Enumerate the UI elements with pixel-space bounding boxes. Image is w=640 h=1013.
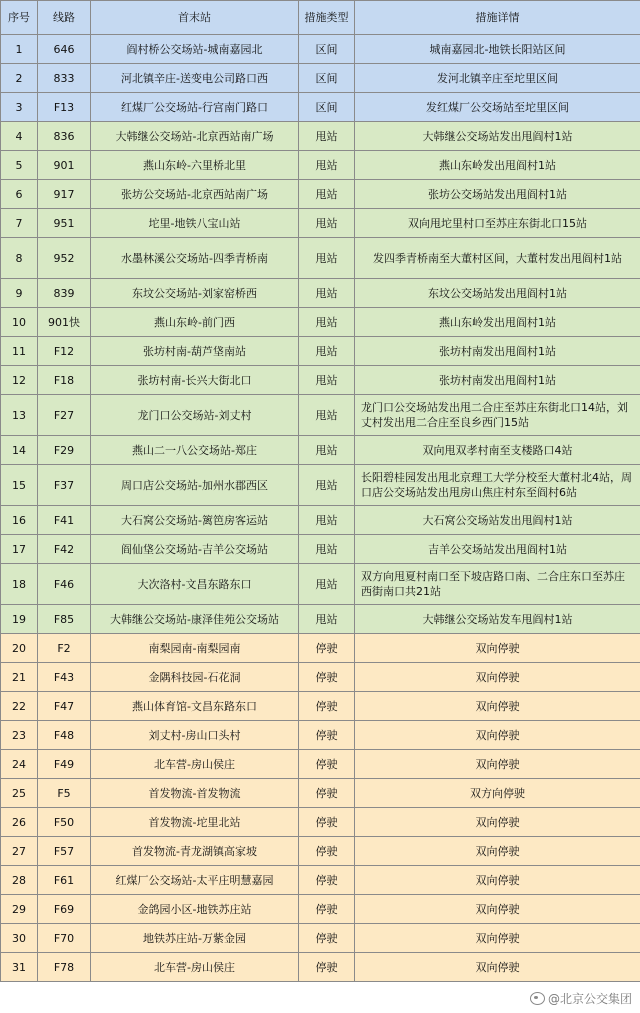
cell-line: F37 xyxy=(38,465,91,506)
cell-line: F2 xyxy=(38,634,91,663)
cell-no: 30 xyxy=(1,924,38,953)
table-row xyxy=(1,721,640,750)
cell-no: 16 xyxy=(1,506,38,535)
cell-detail: 双向停驶 xyxy=(355,721,640,750)
cell-no: 23 xyxy=(1,721,38,750)
cell-detail: 双方向停驶 xyxy=(355,779,640,808)
cell-type: 停驶 xyxy=(299,634,355,663)
header-type: 措施类型 xyxy=(299,1,355,35)
table-row xyxy=(1,209,640,238)
table-row xyxy=(1,779,640,808)
cell-detail: 双向停驶 xyxy=(355,808,640,837)
cell-stations: 燕山二一八公交场站-郑庄 xyxy=(91,436,299,465)
cell-no: 28 xyxy=(1,866,38,895)
cell-detail: 燕山东岭发出甩阎村1站 xyxy=(355,151,640,180)
cell-detail: 吉羊公交场站发出甩阎村1站 xyxy=(355,535,640,564)
cell-no: 6 xyxy=(1,180,38,209)
cell-detail: 双向停驶 xyxy=(355,895,640,924)
cell-detail: 双向停驶 xyxy=(355,663,640,692)
cell-type: 停驶 xyxy=(299,866,355,895)
cell-type: 甩站 xyxy=(299,337,355,366)
cell-line: 836 xyxy=(38,122,91,151)
cell-no: 8 xyxy=(1,238,38,279)
cell-type: 停驶 xyxy=(299,837,355,866)
cell-line: 833 xyxy=(38,64,91,93)
cell-line: 839 xyxy=(38,279,91,308)
cell-detail: 双向停驶 xyxy=(355,837,640,866)
cell-line: F85 xyxy=(38,605,91,634)
cell-line: F43 xyxy=(38,663,91,692)
cell-stations: 燕山体育馆-文昌东路东口 xyxy=(91,692,299,721)
cell-stations: 大次洛村-文昌东路东口 xyxy=(91,564,299,605)
cell-detail: 双向停驶 xyxy=(355,750,640,779)
cell-type: 停驶 xyxy=(299,779,355,808)
table-row xyxy=(1,535,640,564)
cell-type: 甩站 xyxy=(299,308,355,337)
cell-no: 25 xyxy=(1,779,38,808)
cell-detail: 双向停驶 xyxy=(355,866,640,895)
cell-type: 甩站 xyxy=(299,436,355,465)
cell-stations: 大石窝公交场站-篱笆房客运站 xyxy=(91,506,299,535)
cell-stations: 周口店公交场站-加州水郡西区 xyxy=(91,465,299,506)
cell-no: 22 xyxy=(1,692,38,721)
cell-type: 停驶 xyxy=(299,663,355,692)
cell-stations: 金鸽园小区-地铁苏庄站 xyxy=(91,895,299,924)
cell-stations: 燕山东岭-前门西 xyxy=(91,308,299,337)
cell-line: F47 xyxy=(38,692,91,721)
cell-no: 17 xyxy=(1,535,38,564)
weibo-icon xyxy=(530,992,545,1005)
cell-line: 952 xyxy=(38,238,91,279)
table-row xyxy=(1,866,640,895)
cell-type: 甩站 xyxy=(299,395,355,436)
cell-detail: 发河北镇辛庄至坨里区间 xyxy=(355,64,640,93)
cell-detail: 发四季青桥南至大董村区间，大董村发出甩阎村1站 xyxy=(355,238,640,279)
table-row xyxy=(1,605,640,634)
cell-line: F48 xyxy=(38,721,91,750)
cell-type: 甩站 xyxy=(299,535,355,564)
header-line: 线路 xyxy=(38,1,91,35)
cell-line: F70 xyxy=(38,924,91,953)
cell-line: F61 xyxy=(38,866,91,895)
cell-stations: 燕山东岭-六里桥北里 xyxy=(91,151,299,180)
header-row xyxy=(1,1,640,35)
table-row xyxy=(1,279,640,308)
table-row xyxy=(1,436,640,465)
table-row xyxy=(1,506,640,535)
header-detail: 措施详情 xyxy=(355,1,640,35)
cell-stations: 北车营-房山侯庄 xyxy=(91,953,299,982)
cell-type: 区间 xyxy=(299,93,355,122)
cell-stations: 首发物流-坨里北站 xyxy=(91,808,299,837)
table-row xyxy=(1,692,640,721)
cell-line: 917 xyxy=(38,180,91,209)
cell-stations: 北车营-房山侯庄 xyxy=(91,750,299,779)
cell-detail: 双向停驶 xyxy=(355,634,640,663)
table-row xyxy=(1,395,640,436)
cell-no: 2 xyxy=(1,64,38,93)
cell-stations: 大韩继公交场站-康泽佳苑公交场站 xyxy=(91,605,299,634)
table-row xyxy=(1,238,640,279)
cell-detail: 双向停驶 xyxy=(355,924,640,953)
cell-detail: 龙门口公交场站发出甩二合庄至苏庄东街北口14站，刘丈村发出甩二合庄至良乡西门15站 xyxy=(355,395,640,436)
cell-line: F29 xyxy=(38,436,91,465)
cell-no: 4 xyxy=(1,122,38,151)
cell-type: 甩站 xyxy=(299,564,355,605)
cell-stations: 阎村桥公交场站-城南嘉园北 xyxy=(91,35,299,64)
cell-no: 29 xyxy=(1,895,38,924)
cell-stations: 红煤厂公交场站-太平庄明慧嘉园 xyxy=(91,866,299,895)
table-row xyxy=(1,564,640,605)
cell-no: 31 xyxy=(1,953,38,982)
cell-type: 甩站 xyxy=(299,465,355,506)
cell-line: 646 xyxy=(38,35,91,64)
cell-no: 21 xyxy=(1,663,38,692)
watermark xyxy=(530,990,632,1007)
cell-detail: 城南嘉园北-地铁长阳站区间 xyxy=(355,35,640,64)
cell-stations: 金隅科技园-石花洞 xyxy=(91,663,299,692)
cell-stations: 张坊村南-葫芦垡南站 xyxy=(91,337,299,366)
cell-line: F50 xyxy=(38,808,91,837)
table-row xyxy=(1,634,640,663)
watermark-text: @北京公交集团 xyxy=(547,992,632,1006)
cell-line: F42 xyxy=(38,535,91,564)
cell-detail: 双向停驶 xyxy=(355,953,640,982)
cell-stations: 刘丈村-房山口头村 xyxy=(91,721,299,750)
table-row xyxy=(1,35,640,64)
cell-type: 甩站 xyxy=(299,151,355,180)
cell-no: 20 xyxy=(1,634,38,663)
cell-line: F78 xyxy=(38,953,91,982)
header-no: 序号 xyxy=(1,1,38,35)
cell-line: F41 xyxy=(38,506,91,535)
cell-no: 27 xyxy=(1,837,38,866)
cell-no: 1 xyxy=(1,35,38,64)
cell-detail: 张坊村南发出甩阎村1站 xyxy=(355,337,640,366)
cell-type: 甩站 xyxy=(299,279,355,308)
cell-no: 7 xyxy=(1,209,38,238)
cell-line: F46 xyxy=(38,564,91,605)
cell-type: 停驶 xyxy=(299,895,355,924)
table-row xyxy=(1,180,640,209)
cell-type: 甩站 xyxy=(299,238,355,279)
cell-type: 区间 xyxy=(299,64,355,93)
cell-detail: 张坊村南发出甩阎村1站 xyxy=(355,366,640,395)
cell-type: 区间 xyxy=(299,35,355,64)
cell-no: 5 xyxy=(1,151,38,180)
cell-no: 11 xyxy=(1,337,38,366)
table-row xyxy=(1,366,640,395)
cell-detail: 双向甩双孝村南至支楼路口4站 xyxy=(355,436,640,465)
table-row xyxy=(1,151,640,180)
cell-stations: 南梨园南-南梨园南 xyxy=(91,634,299,663)
cell-type: 停驶 xyxy=(299,750,355,779)
cell-stations: 坨里-地铁八宝山站 xyxy=(91,209,299,238)
cell-line: F69 xyxy=(38,895,91,924)
cell-detail: 燕山东岭发出甩阎村1站 xyxy=(355,308,640,337)
cell-stations: 张坊公交场站-北京西站南广场 xyxy=(91,180,299,209)
cell-no: 13 xyxy=(1,395,38,436)
cell-line: F27 xyxy=(38,395,91,436)
table-row xyxy=(1,750,640,779)
cell-type: 停驶 xyxy=(299,924,355,953)
cell-line: 951 xyxy=(38,209,91,238)
cell-no: 10 xyxy=(1,308,38,337)
cell-no: 3 xyxy=(1,93,38,122)
cell-detail: 长阳碧桂园发出甩北京理工大学分校至大董村北4站，周口店公交场站发出甩房山焦庄村东至阎村6站 xyxy=(355,465,640,506)
table-row xyxy=(1,837,640,866)
cell-type: 甩站 xyxy=(299,366,355,395)
table-row xyxy=(1,808,640,837)
cell-no: 26 xyxy=(1,808,38,837)
cell-no: 15 xyxy=(1,465,38,506)
cell-no: 24 xyxy=(1,750,38,779)
cell-stations: 首发物流-首发物流 xyxy=(91,779,299,808)
cell-stations: 大韩继公交场站-北京西站南广场 xyxy=(91,122,299,151)
cell-type: 甩站 xyxy=(299,209,355,238)
cell-detail: 大石窝公交场站发出甩阎村1站 xyxy=(355,506,640,535)
cell-detail: 大韩继公交场站发车甩阎村1站 xyxy=(355,605,640,634)
cell-stations: 河北镇辛庄-送变电公司路口西 xyxy=(91,64,299,93)
cell-line: F57 xyxy=(38,837,91,866)
table-row xyxy=(1,953,640,982)
cell-stations: 张坊村南-长兴大街北口 xyxy=(91,366,299,395)
cell-stations: 水墨林溪公交场站-四季青桥南 xyxy=(91,238,299,279)
table-body xyxy=(1,35,640,982)
cell-line: F13 xyxy=(38,93,91,122)
table-row xyxy=(1,465,640,506)
cell-line: 901快 xyxy=(38,308,91,337)
cell-detail: 发红煤厂公交场站至坨里区间 xyxy=(355,93,640,122)
cell-no: 12 xyxy=(1,366,38,395)
cell-stations: 首发物流-青龙湖镇高家坡 xyxy=(91,837,299,866)
table-row xyxy=(1,64,640,93)
cell-type: 甩站 xyxy=(299,506,355,535)
cell-no: 18 xyxy=(1,564,38,605)
table-row xyxy=(1,663,640,692)
table-row xyxy=(1,895,640,924)
table-row xyxy=(1,122,640,151)
table-row xyxy=(1,308,640,337)
cell-no: 14 xyxy=(1,436,38,465)
cell-stations: 红煤厂公交场站-行宫南门路口 xyxy=(91,93,299,122)
cell-detail: 张坊公交场站发出甩阎村1站 xyxy=(355,180,640,209)
cell-type: 甩站 xyxy=(299,180,355,209)
cell-detail: 双方向甩夏村南口至下坡店路口南、二合庄东口至苏庄西街南口共21站 xyxy=(355,564,640,605)
cell-stations: 地铁苏庄站-万紫金园 xyxy=(91,924,299,953)
cell-type: 停驶 xyxy=(299,721,355,750)
cell-detail: 东坟公交场站发出甩阎村1站 xyxy=(355,279,640,308)
cell-line: F49 xyxy=(38,750,91,779)
cell-line: F18 xyxy=(38,366,91,395)
cell-line: 901 xyxy=(38,151,91,180)
cell-type: 甩站 xyxy=(299,605,355,634)
cell-no: 9 xyxy=(1,279,38,308)
cell-stations: 阎仙垡公交场站-吉羊公交场站 xyxy=(91,535,299,564)
header-stations: 首末站 xyxy=(91,1,299,35)
cell-stations: 龙门口公交场站-刘丈村 xyxy=(91,395,299,436)
cell-detail: 双向停驶 xyxy=(355,692,640,721)
cell-type: 甩站 xyxy=(299,122,355,151)
cell-no: 19 xyxy=(1,605,38,634)
cell-detail: 双向甩坨里村口至苏庄东街北口15站 xyxy=(355,209,640,238)
cell-type: 停驶 xyxy=(299,953,355,982)
cell-stations: 东坟公交场站-刘家窑桥西 xyxy=(91,279,299,308)
table-row xyxy=(1,924,640,953)
cell-type: 停驶 xyxy=(299,808,355,837)
table-row xyxy=(1,93,640,122)
table-row xyxy=(1,337,640,366)
cell-line: F12 xyxy=(38,337,91,366)
cell-detail: 大韩继公交场站发出甩阎村1站 xyxy=(355,122,640,151)
cell-type: 停驶 xyxy=(299,692,355,721)
cell-line: F5 xyxy=(38,779,91,808)
